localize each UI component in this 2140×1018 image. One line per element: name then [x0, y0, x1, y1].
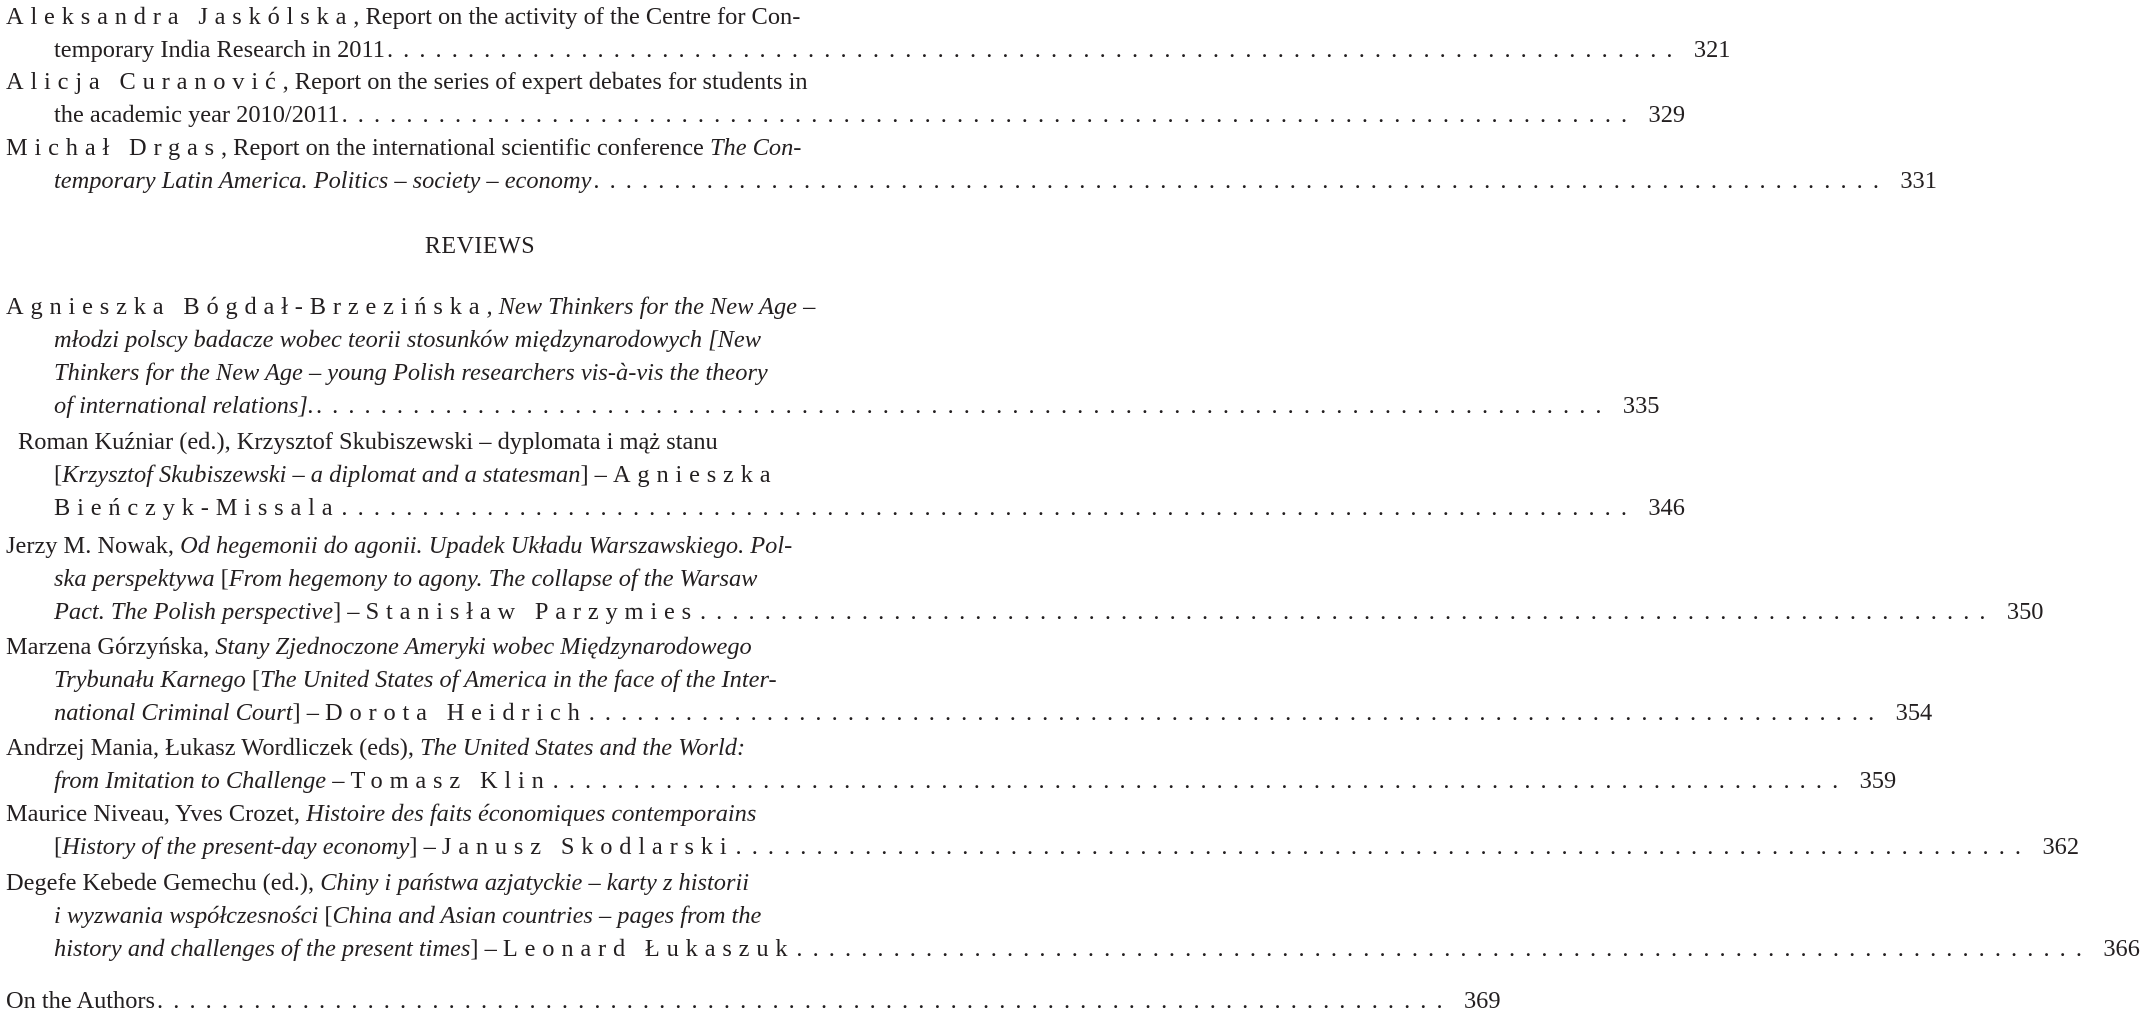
- entry-author: Michał Drgas: [6, 134, 221, 161]
- entry-title: Od hegemonii do agonii. Upadek Układu Warszawskiego. Pol-: [180, 532, 793, 559]
- separator: ] –: [333, 598, 366, 625]
- page-number: 346: [1648, 494, 1685, 521]
- entry-title-cont: temporary Latin America. Politics – society – economy: [54, 167, 592, 194]
- bracket: [: [214, 565, 229, 592]
- entry-title: Histoire des faits économiques contemporains: [306, 800, 757, 827]
- entry-title-cont: młodzi polscy badacze wobec teorii stosunków międzynarodowych [New: [54, 326, 762, 353]
- entry-title: The United States and the World:: [420, 734, 746, 761]
- entry-reviewer: Janusz Skodlarski: [441, 833, 734, 860]
- entry-reviewer: Stanisław Parzymies: [365, 598, 698, 625]
- bracket: [: [245, 666, 260, 693]
- entry-title-translation: History of the present-day economy: [62, 833, 410, 860]
- entry-author: Marzena Górzyńska,: [6, 633, 216, 660]
- page-number: 321: [1693, 36, 1731, 63]
- page-number: 359: [1859, 767, 1897, 794]
- entry-title-translation: China and Asian countries – pages from the: [332, 902, 762, 929]
- entry-title-translation: The United States of America in the face of the Inter-: [260, 666, 777, 693]
- entry-author: Andrzej Mania, Łukasz Wordliczek (eds),: [6, 734, 421, 761]
- entry-title: , Report on the activity of the Centre for Con-: [353, 3, 801, 30]
- section-heading-reviews: REVIEWS: [424, 233, 536, 259]
- entry-title-cont: of international relations].: [54, 392, 314, 419]
- separator: ] –: [292, 699, 326, 726]
- entry-author: Degefe Kebede Gemechu (ed.),: [6, 869, 321, 896]
- entry-title-translation: Krzysztof Skubiszewski – a diplomat and a statesman: [62, 461, 581, 488]
- entry-reviewer: Agnieszka: [612, 461, 778, 488]
- page-number: 350: [2006, 598, 2044, 625]
- bracket: [: [54, 833, 63, 860]
- entry-title-cont: i wyzwania współczesności: [54, 902, 319, 929]
- dot-leader: . . . . . . . . . . . . . . . . . . . . . . . . . . . . . . . . . . . . . . . . . . . . . . . . . . . . . . . . . . . . . . . . . . . . . . . . . . . . . . . .: [341, 494, 1629, 521]
- entry-reviewer: Leonard Łukaszuk: [502, 935, 795, 962]
- entry-title-italic: The Con-: [709, 134, 802, 161]
- entry-title-cont: temporary India Research in 2011: [54, 36, 385, 63]
- dot-leader: . . . . . . . . . . . . . . . . . . . . . . . . . . . . . . . . . . . . . . . . . . . . . . . . . . . . . . . . . . . . . . . . . . . . . . . . . . . . . . . .: [341, 101, 1630, 128]
- entry-title: Roman Kuźniar (ed.), Krzysztof Skubiszewski – dyplomata i mąż stanu: [18, 428, 718, 455]
- entry-title-cont: Trybunału Karnego: [54, 666, 246, 693]
- entry-author: Agnieszka Bógdał-Brzezińska: [6, 293, 487, 320]
- entry-title-cont: ska perspektywa: [54, 565, 215, 592]
- bracket: [: [54, 461, 63, 488]
- entry-title: Chiny i państwa azjatyckie – karty z historii: [320, 869, 750, 896]
- entry-title-translation: national Criminal Court: [54, 699, 293, 726]
- entry-title-translation: From hegemony to agony. The collapse of the Warsaw: [228, 565, 758, 592]
- separator: –: [326, 767, 351, 794]
- dot-leader: . . . . . . . . . . . . . . . . . . . . . . . . . . . . . . . . . . . . . . . . . . . . . . . . . . . . . . . . . . . . . . . . . . . . . . . . . . . . . . . .: [386, 36, 1675, 63]
- entry-reviewer: Dorota Heidrich: [325, 699, 587, 726]
- entry-title: , Report on the series of expert debates for students in: [282, 68, 808, 95]
- page-number: 331: [1900, 167, 1937, 194]
- entry-author: Jerzy M. Nowak,: [6, 532, 181, 559]
- entry-title: , New Thinkers for the New Age –: [486, 293, 816, 320]
- entry-reviewer: Bieńczyk-Missala: [54, 494, 340, 521]
- separator: ] –: [409, 833, 442, 860]
- dot-leader: . . . . . . . . . . . . . . . . . . . . . . . . . . . . . . . . . . . . . . . . . . . . . . . . . . . . . . . . . . . . . . . . . . . . . . . . . . . . . . . .: [588, 699, 1877, 726]
- entry-author: Alicja Curanović: [6, 68, 283, 95]
- page-number: 369: [1463, 987, 1501, 1014]
- entry-title-cont: the academic year 2010/2011: [54, 101, 340, 128]
- entry-title: On the Authors: [6, 987, 156, 1014]
- entry-title-cont: from Imitation to Challenge: [54, 767, 327, 794]
- dot-leader: . . . . . . . . . . . . . . . . . . . . . . . . . . . . . . . . . . . . . . . . . . . . . . . . . . . . . . . . . . . . . . . . . . . . . . . . . . . . . . . .: [157, 987, 1445, 1014]
- page-number: 366: [2103, 935, 2140, 962]
- page-number: 362: [2042, 833, 2080, 860]
- dot-leader: . . . . . . . . . . . . . . . . . . . . . . . . . . . . . . . . . . . . . . . . . . . . . . . . . . . . . . . . . . . . . . . . . . . . . . . . . . . . . . . .: [552, 767, 1841, 794]
- page-number: 335: [1622, 392, 1660, 419]
- dot-leader: . . . . . . . . . . . . . . . . . . . . . . . . . . . . . . . . . . . . . . . . . . . . . . . . . . . . . . . . . . . . . . . . . . . . . . . . . . . . . . . .: [796, 935, 2084, 962]
- entry-reviewer: Tomasz Klin: [350, 767, 551, 794]
- entry-title: Stany Zjednoczone Ameryki wobec Międzynarodowego: [215, 633, 752, 660]
- page-number: 329: [1648, 101, 1686, 128]
- entry-title-translation: history and challenges of the present times: [54, 935, 471, 962]
- separator: ] –: [470, 935, 503, 962]
- entry-title-translation: Pact. The Polish perspective: [54, 598, 334, 625]
- dot-leader: . . . . . . . . . . . . . . . . . . . . . . . . . . . . . . . . . . . . . . . . . . . . . . . . . . . . . . . . . . . . . . . . . . . . . . . . . . . . . . . .: [593, 167, 1881, 194]
- entry-title: , Report on the international scientific conference: [220, 134, 710, 161]
- bracket: [: [318, 902, 333, 929]
- dot-leader: . . . . . . . . . . . . . . . . . . . . . . . . . . . . . . . . . . . . . . . . . . . . . . . . . . . . . . . . . . . . . . . . . . . . . . . . . . . . . . . .: [315, 392, 1604, 419]
- entry-author: Maurice Niveau, Yves Crozet,: [6, 800, 307, 827]
- dot-leader: . . . . . . . . . . . . . . . . . . . . . . . . . . . . . . . . . . . . . . . . . . . . . . . . . . . . . . . . . . . . . . . . . . . . . . . . . . . . . . . .: [699, 598, 1988, 625]
- separator: ] –: [580, 461, 613, 488]
- page-number: 354: [1895, 699, 1933, 726]
- entry-title-cont: Thinkers for the New Age – young Polish researchers vis-à-vis the theory: [54, 359, 768, 386]
- dot-leader: . . . . . . . . . . . . . . . . . . . . . . . . . . . . . . . . . . . . . . . . . . . . . . . . . . . . . . . . . . . . . . . . . . . . . . . . . . . . . . . .: [735, 833, 2024, 860]
- entry-author: Aleksandra Jaskólska: [6, 3, 354, 30]
